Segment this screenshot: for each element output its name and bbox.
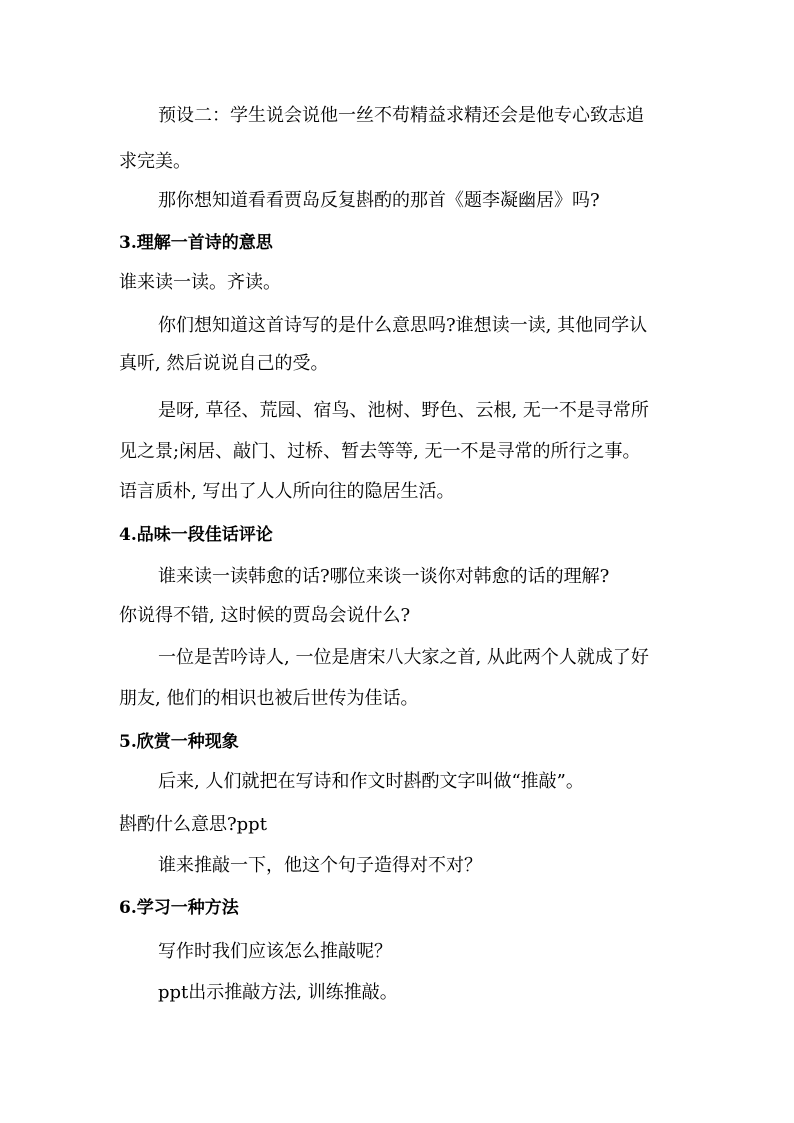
paragraph-scenery: 是呀, 草径、荒园、宿鸟、池树、野色、云根, 无一不是寻常所 (158, 400, 649, 421)
paragraph-friendship-cont: 朋友, 他们的相识也被后世传为佳话。 (119, 688, 419, 709)
paragraph-read-aloud: 谁来读一读。齐读。 (119, 272, 281, 293)
paragraph-scenery-end: 语言质朴, 写出了人人所向往的隐居生活。 (119, 481, 455, 502)
paragraph-scenery-cont: 见之景;闲居、敲门、过桥、暂去等等, 无一不是寻常的所行之事。 (119, 441, 641, 462)
section-heading-6: 6.学习一种方法 (119, 898, 239, 918)
paragraph-poem-question: 那你想知道看看贾岛反复斟酌的那首《题李凝幽居》吗? (158, 190, 600, 211)
paragraph-meaning-question-cont: 真听, 然后说说自己的受。 (119, 353, 329, 374)
section-heading-3: 3.理解一首诗的意思 (119, 233, 273, 253)
paragraph-friendship: 一位是苦吟诗人, 一位是唐宋八大家之首, 从此两个人就成了好 (158, 647, 649, 668)
paragraph-preset-two-cont: 求完美。 (119, 151, 191, 172)
paragraph-preset-two: 预设二：学生说会说他一丝不苟精益求精还会是他专心致志追 (158, 105, 644, 126)
paragraph-tuiqiao-origin: 后来, 人们就把在写诗和作文时斟酌文字叫做“推敲”。 (158, 771, 584, 792)
section-heading-4: 4.品味一段佳话评论 (119, 525, 273, 545)
paragraph-meaning-question: 你们想知道这首诗写的是什么意思吗?谁想读一读, 其他同学认 (158, 315, 648, 336)
paragraph-zhenzhuo-meaning: 斟酌什么意思?ppt (119, 814, 267, 835)
paragraph-ppt-method: ppt出示推敲方法, 训练推敲。 (158, 982, 398, 1003)
paragraph-how-to-tuiqiao: 写作时我们应该怎么推敲呢？ (158, 941, 392, 962)
paragraph-hanyu-question: 谁来读一读韩愈的话?哪位来谈一谈你对韩愈的话的理解? (158, 566, 610, 587)
paragraph-sentence-check: 谁来推敲一下，他这个句子造得对不对？ (158, 855, 482, 876)
paragraph-jiadao-question: 你说得不错, 这时候的贾岛会说什么? (119, 605, 411, 626)
section-heading-5: 5.欣赏一种现象 (119, 732, 239, 752)
